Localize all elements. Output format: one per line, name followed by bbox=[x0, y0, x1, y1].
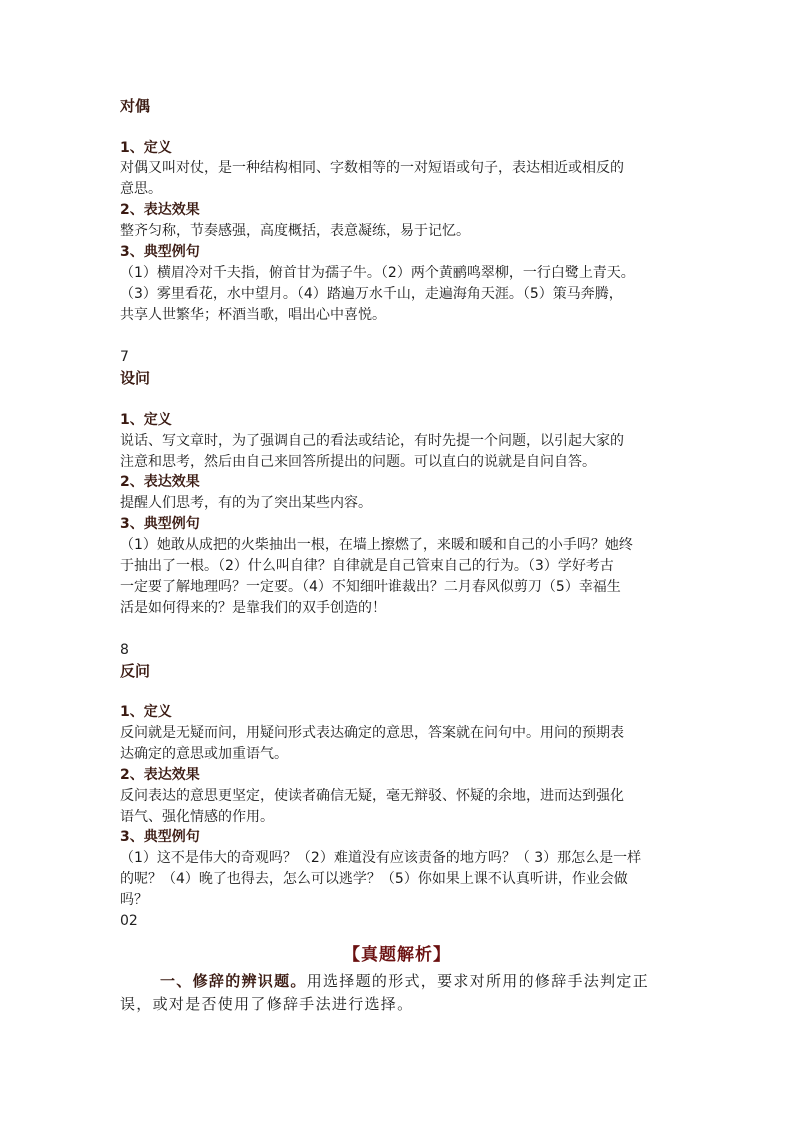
definition-label: 1、定义 bbox=[120, 140, 172, 156]
definition-text: 反问就是无疑而问，用疑问形式表达确定的意思，答案就在问句中。用问的预期表 bbox=[120, 725, 624, 741]
section-title-fanwen: 反问 bbox=[120, 662, 151, 680]
effect-text: 提醒人们思考，有的为了突出某些内容。 bbox=[120, 495, 372, 511]
definition-text: 意思。 bbox=[120, 181, 162, 197]
analysis-title: 【真题解析】 bbox=[343, 945, 451, 965]
example-text: （1）她敢从成把的火柴抽出一根，在墙上擦燃了，来暖和暖和自己的小手吗？她终 bbox=[120, 537, 633, 553]
analysis-intro-text: 用选择题的形式，要求对所用的修辞手法判定正误，或对是否使用了修辞手法进行选择。 bbox=[120, 972, 650, 1013]
example-text: （1）横眉冷对千夫指，俯首甘为孺子牛。（2）两个黄鹂鸣翠柳，一行白鹭上青天。 bbox=[120, 265, 635, 281]
effect-text: 语气、强化情感的作用。 bbox=[120, 809, 274, 825]
analysis-intro bbox=[120, 970, 680, 1016]
example-text: 于抽出了一根。（2）什么叫自律？自律就是自己管束自己的行为。（3）学好考古 bbox=[120, 558, 614, 574]
example-text: 活是如何得来的？是靠我们的双手创造的！ bbox=[120, 600, 386, 616]
section-title-duiou: 对偶 bbox=[120, 97, 151, 115]
definition-text: 对偶又叫对仗，是一种结构相同、字数相等的一对短语或句子，表达相近或相反的 bbox=[120, 160, 624, 176]
example-text: 一定要了解地理吗？一定要。（4）不知细叶谁裁出？二月春风似剪刀（5）幸福生 bbox=[120, 579, 621, 595]
example-label: 3、典型例句 bbox=[120, 516, 200, 532]
definition-label: 1、定义 bbox=[120, 704, 172, 720]
effect-label: 2、表达效果 bbox=[120, 202, 200, 218]
section-number: 7 bbox=[120, 349, 129, 365]
example-text: 的呢？（4）晚了也得去，怎么可以逃学？（5）你如果上课不认真听讲，作业会做 bbox=[120, 871, 628, 887]
part-number: 02 bbox=[120, 913, 138, 929]
effect-text: 整齐匀称，节奏感强，高度概括，表意凝练，易于记忆。 bbox=[120, 223, 470, 239]
definition-text: 说话、写文章时，为了强调自己的看法或结论，有时先提一个问题，以引起大家的 bbox=[120, 433, 624, 449]
example-label: 3、典型例句 bbox=[120, 829, 200, 845]
effect-text: 反问表达的意思更坚定，使读者确信无疑，毫无辩驳、怀疑的余地，进而达到强化 bbox=[120, 788, 624, 804]
example-text: 吗？ bbox=[120, 892, 148, 908]
analysis-intro-bold: 一、修辞的辨识题。 bbox=[160, 972, 307, 990]
example-text: （3）雾里看花，水中望月。（4）踏遍万水千山，走遍海角天涯。（5）策马奔腾， bbox=[120, 286, 623, 302]
definition-label: 1、定义 bbox=[120, 412, 172, 428]
example-label: 3、典型例句 bbox=[120, 244, 200, 260]
section-number: 8 bbox=[120, 642, 129, 658]
definition-text: 达确定的意思或加重语气。 bbox=[120, 746, 288, 762]
effect-label: 2、表达效果 bbox=[120, 767, 200, 783]
section-title-shewen: 设问 bbox=[120, 369, 151, 387]
effect-label: 2、表达效果 bbox=[120, 474, 200, 490]
example-text: （1）这不是伟大的奇观吗？（2）难道没有应该责备的地方吗？（ 3）那怎么是一样 bbox=[120, 850, 642, 866]
definition-text: 注意和思考，然后由自己来回答所提出的问题。可以直白的说就是自问自答。 bbox=[120, 454, 596, 470]
example-text: 共享人世繁华；杯酒当歌，唱出心中喜悦。 bbox=[120, 307, 386, 323]
